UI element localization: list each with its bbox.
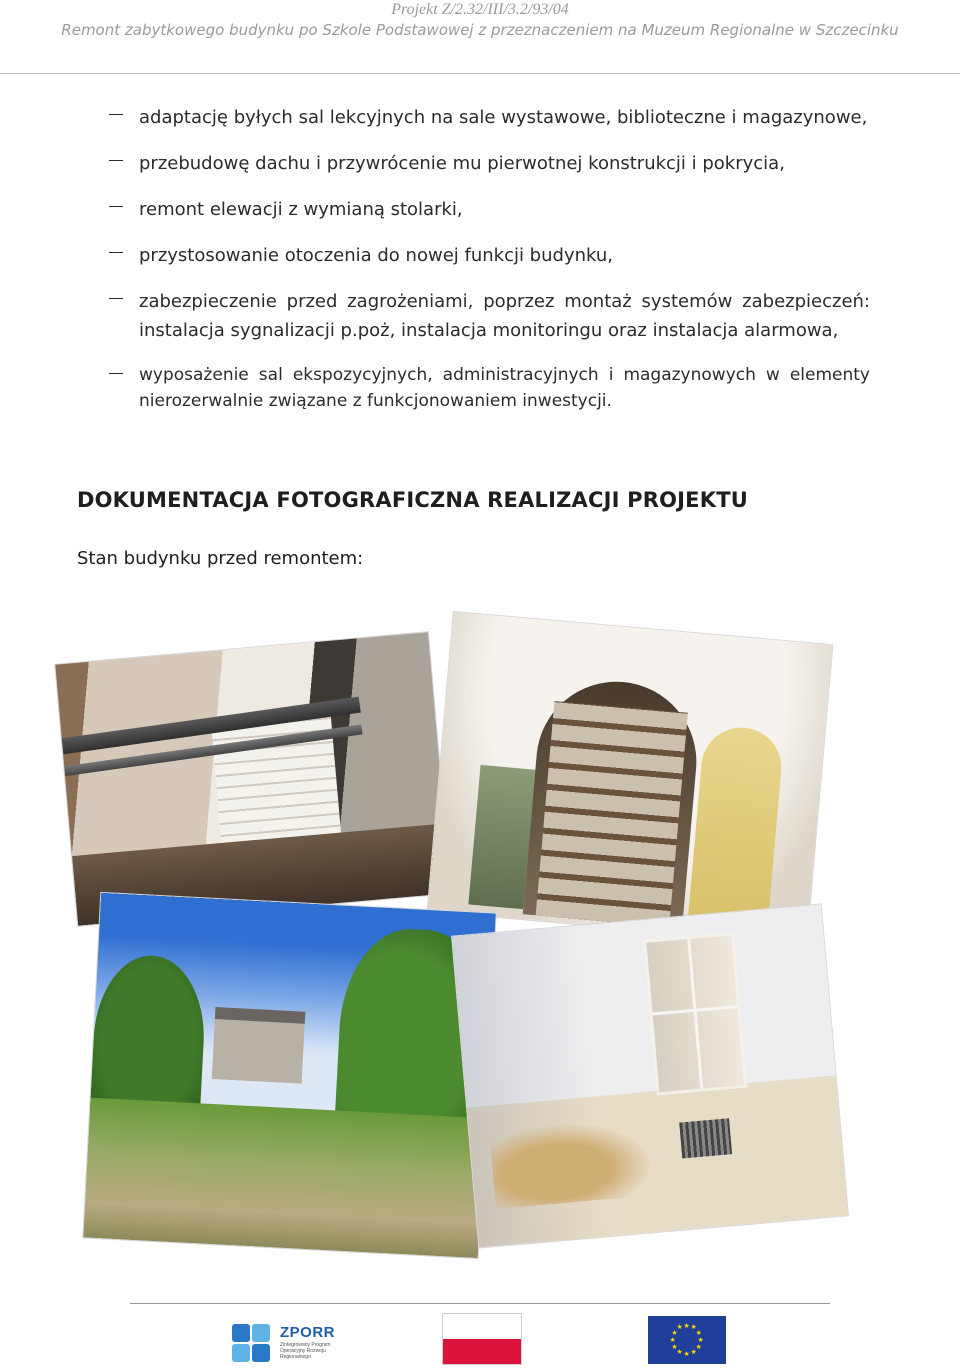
list-item: [107, 103, 870, 132]
list-item-text: remont elewacji z wymianą stolarki,: [139, 199, 463, 220]
list-item: [107, 195, 870, 224]
list-item-text: zabezpieczenie przed zagrożeniami, poprzez montaż systemów zabezpieczeń: instalacja sygnalizacji p.poż, instalacja monitoringu oraz instalacja alarmowa,: [139, 291, 870, 341]
zporr-logo-subtitle: Zintegrowany Program Operacyjny Rozwoju Regionalnego: [280, 1342, 331, 1360]
window: [643, 932, 747, 1095]
list-item-text: przebudowę dachu i przywrócenie mu pierwotnej konstrukcji i pokrycia,: [139, 153, 785, 174]
eu-star-icon: ★: [676, 1323, 683, 1332]
photo-staircase: [428, 612, 833, 944]
eu-star-icon: ★: [671, 1342, 678, 1351]
list-item: [107, 287, 870, 345]
dash-bullet-icon: [109, 114, 123, 115]
dash-bullet-icon: [109, 206, 123, 207]
eu-star-icon: ★: [683, 1321, 690, 1330]
radiator: [679, 1118, 732, 1158]
footer-divider: [130, 1303, 830, 1304]
eu-star-icon: ★: [690, 1323, 697, 1332]
photo-basement-room: [55, 632, 450, 926]
wall-damage: [489, 1115, 655, 1209]
poland-flag-icon: [442, 1313, 522, 1365]
eu-star-icon: ★: [669, 1335, 676, 1344]
dash-bullet-icon: [109, 160, 123, 161]
building: [212, 1019, 305, 1084]
eu-flag-icon: [648, 1316, 726, 1364]
project-title: Remont zabytkowego budynku po Szkole Podstawowej z przeznaczeniem na Muzeum Regionalne w Szczecinku: [61, 21, 899, 39]
list-item-text: wyposażenie sal ekspozycyjnych, administracyjnych i magazynowych w elementy nierozerwalnie związane z funkcjonowaniem inwestycji.: [139, 365, 870, 411]
zporr-logo-title: ZPORR: [280, 1324, 335, 1341]
eu-star-icon: ★: [695, 1328, 702, 1337]
header-divider: [0, 73, 960, 74]
puzzle-icon: [232, 1322, 272, 1362]
list-item: [107, 241, 870, 270]
section-subtitle: Stan budynku przed remontem:: [77, 548, 364, 569]
list-item-text: adaptację byłych sal lekcyjnych na sale wystawowe, biblioteczne i magazynowe,: [139, 107, 868, 128]
eu-star-icon: ★: [683, 1349, 690, 1358]
eu-star-icon: ★: [676, 1347, 683, 1356]
list-item-text: przystosowanie otoczenia do nowej funkcji budynku,: [139, 245, 614, 266]
eu-star-icon: ★: [697, 1335, 704, 1344]
dash-bullet-icon: [109, 298, 123, 299]
lawn: [83, 1098, 485, 1258]
dash-bullet-icon: [109, 373, 123, 374]
dash-bullet-icon: [109, 252, 123, 253]
zporr-logo: [232, 1322, 342, 1364]
eu-star-icon: ★: [695, 1342, 702, 1351]
list-item: [107, 149, 870, 178]
eu-star-icon: ★: [690, 1347, 697, 1356]
photo-room-window: [452, 904, 848, 1247]
photo-courtyard: [83, 893, 496, 1258]
list-item: [107, 362, 870, 414]
project-code: Projekt Z/2.32/III/3.2/93/04: [391, 1, 569, 18]
painted-wall: [688, 724, 785, 930]
stairs: [536, 701, 688, 927]
section-title: DOKUMENTACJA FOTOGRAFICZNA REALIZACJI PROJEKTU: [77, 488, 748, 512]
eu-star-icon: ★: [671, 1328, 678, 1337]
scope-list: [107, 103, 870, 414]
